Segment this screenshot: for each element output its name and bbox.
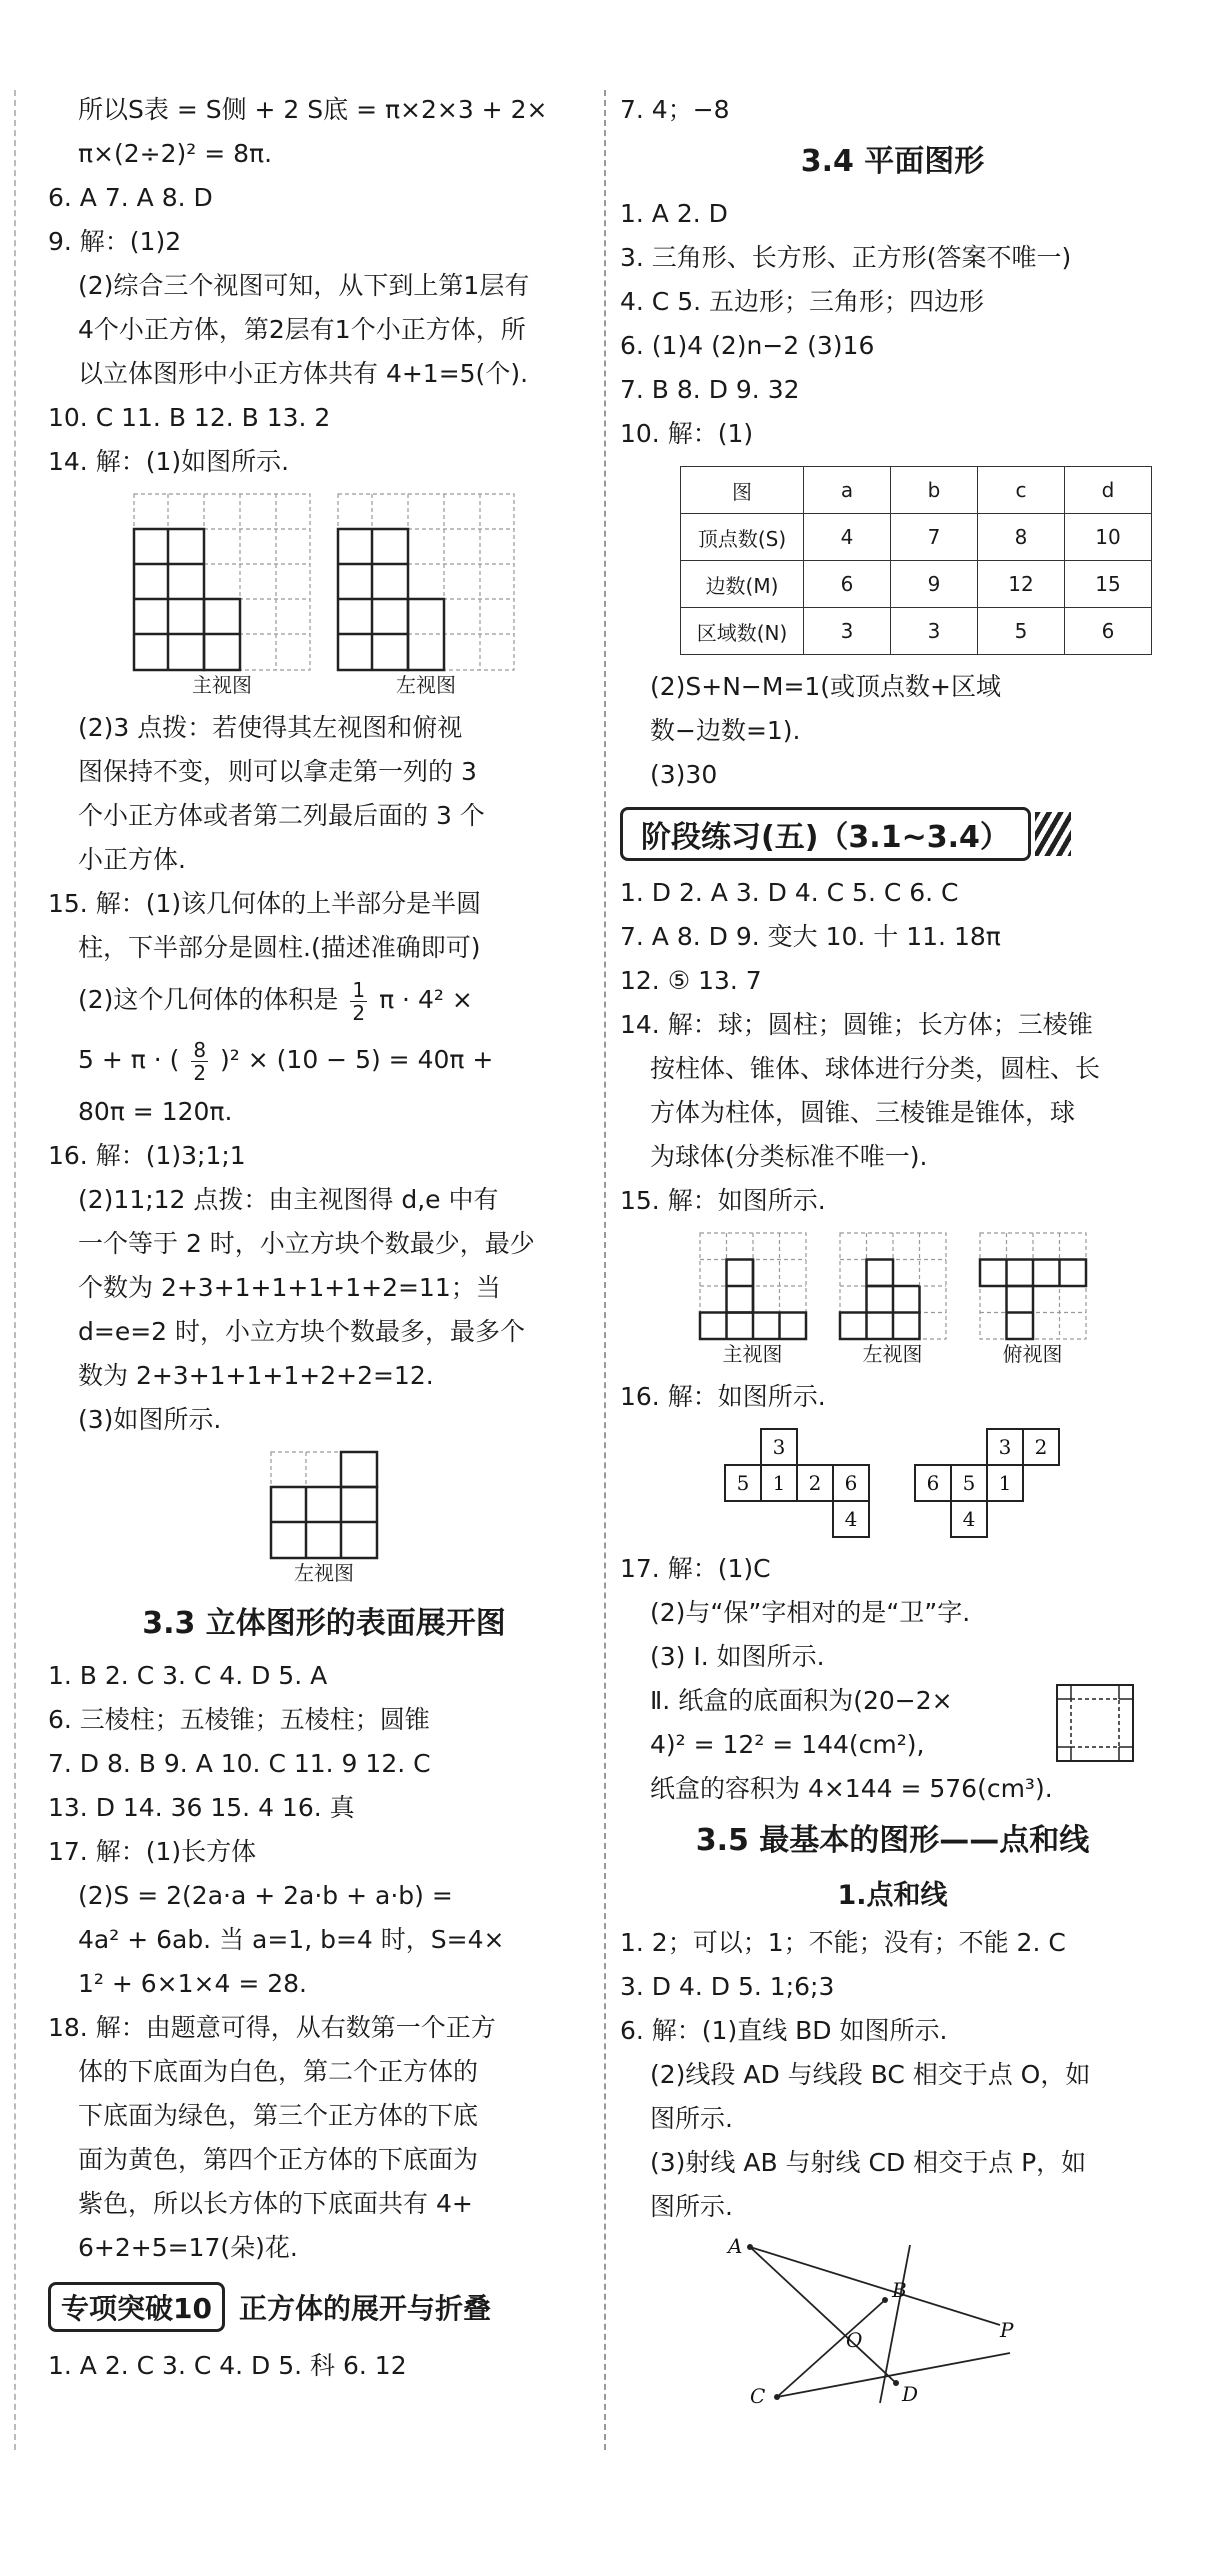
text-line bbox=[48, 1030, 600, 1090]
text-line: 图保持不变，则可以拿走第一列的 3 bbox=[78, 757, 477, 786]
net-cell-label: 3 bbox=[772, 1435, 785, 1459]
net-cell-label: 4 bbox=[844, 1507, 857, 1531]
table-cell: 10 bbox=[1065, 514, 1152, 561]
figure-caption: 主视图 bbox=[192, 673, 252, 697]
ray-cd bbox=[777, 2353, 1010, 2397]
table-cell: 6 bbox=[804, 561, 891, 608]
net-cell-label: 3 bbox=[998, 1435, 1011, 1459]
answer-line: 13. D 14. 36 15. 4 16. 真 bbox=[48, 1793, 355, 1822]
text-span: )² × (10 − 5) = 40π + bbox=[220, 1045, 494, 1074]
text-line: (2)S = 2(2a·a + 2a·b + a·b) = bbox=[78, 1881, 453, 1910]
text-line: 纸盒的容积为 4×144 = 576(cm³). bbox=[650, 1774, 1053, 1803]
table-cell: d bbox=[1065, 467, 1152, 514]
section-heading: 3.4 平面图形 bbox=[800, 144, 985, 179]
answer-line: 17. 解：(1)C bbox=[620, 1554, 771, 1583]
net-cell-label: 2 bbox=[808, 1471, 821, 1495]
text-line: 面为黄色，第四个正方体的下底面为 bbox=[78, 2145, 479, 2174]
answer-line: 3. 三角形、长方形、正方形(答案不唯一) bbox=[620, 243, 1072, 272]
answer-line: 14. 解：球；圆柱；圆锥；长方体；三棱锥 bbox=[620, 1010, 1093, 1039]
table-cell: 3 bbox=[891, 608, 978, 655]
text-line: 图所示. bbox=[650, 2104, 733, 2133]
table-cell: 4 bbox=[804, 514, 891, 561]
text-line: 个小正方体或者第二列最后面的 3 个 bbox=[78, 801, 485, 830]
answer-line: 12. ⑤ 13. 7 bbox=[620, 966, 762, 995]
net-cell-label: 2 bbox=[1034, 1435, 1047, 1459]
text-line: (3) Ⅰ. 如图所示. bbox=[650, 1642, 825, 1671]
text-line: (2)S+N−M=1(或顶点数+区域 bbox=[650, 672, 1002, 701]
answer-line: 1. A 2. C 3. C 4. D 5. 科 6. 12 bbox=[48, 2351, 407, 2380]
answer-line: 15. 解：(1)该几何体的上半部分是半圆 bbox=[48, 889, 482, 918]
net-cell-label: 6 bbox=[926, 1471, 939, 1495]
text-line: 以立体图形中小正方体共有 4+1=5(个). bbox=[78, 359, 529, 388]
net-cell-label: 1 bbox=[998, 1471, 1011, 1495]
answer-line: 10. C 11. B 12. B 13. 2 bbox=[48, 403, 331, 432]
answer-line: 10. 解：(1) bbox=[620, 419, 754, 448]
text-line: 所以S表 = S侧 + 2 S底 = π×2×3 + 2× bbox=[78, 95, 548, 124]
table-cell: 3 bbox=[804, 608, 891, 655]
text-line: d=e=2 时，小立方块个数最多，最多个 bbox=[78, 1317, 525, 1346]
answer-line: 7. D 8. B 9. A 10. C 11. 9 12. C bbox=[48, 1749, 431, 1778]
answer-line: 3. D 4. D 5. 1;6;3 bbox=[620, 1972, 835, 2001]
section-heading: 3.5 最基本的图形——点和线 bbox=[695, 1823, 1090, 1858]
numerator: 8 bbox=[193, 1037, 207, 1062]
text-line: 个数为 2+3+1+1+1+1+2=11；当 bbox=[78, 1273, 501, 1302]
net-cell-label: 5 bbox=[962, 1471, 975, 1495]
text-span: π · 4² × bbox=[379, 985, 473, 1014]
table-cell: 15 bbox=[1065, 561, 1152, 608]
text-line: (3)如图所示. bbox=[78, 1405, 222, 1434]
answer-line: 16. 解：如图所示. bbox=[620, 1382, 826, 1411]
table-cell: 12 bbox=[978, 561, 1065, 608]
answer-line: 7. 4；−8 bbox=[620, 95, 730, 124]
text-span: (2)这个几何体的体积是 bbox=[78, 985, 339, 1014]
side-view-grid bbox=[838, 1231, 948, 1341]
table-cell: b bbox=[891, 467, 978, 514]
text-line: 4个小正方体，第2层有1个小正方体，所 bbox=[78, 315, 526, 344]
right-column bbox=[620, 88, 1165, 2405]
text-line: (2)3 点拨：若使得其左视图和俯视 bbox=[78, 713, 463, 742]
table-cell: 区域数(N) bbox=[681, 608, 804, 655]
answer-line: 7. A 8. D 9. 变大 10. 十 11. 18π bbox=[620, 922, 1001, 951]
figure-15 bbox=[620, 1231, 1165, 1367]
geometry-figure bbox=[720, 2235, 1060, 2405]
text-line: (3)30 bbox=[650, 760, 718, 789]
table-header-row bbox=[681, 467, 1152, 514]
segment-ad bbox=[750, 2247, 896, 2383]
segment-cb bbox=[777, 2300, 885, 2397]
text-line: 6+2+5=17(朵)花. bbox=[78, 2233, 298, 2262]
answer-line: 6. 三棱柱；五棱锥；五棱柱；圆锥 bbox=[48, 1705, 430, 1734]
point-label: O bbox=[846, 2328, 863, 2352]
figure-caption: 主视图 bbox=[722, 1342, 783, 1366]
text-line: 4a² + 6ab. 当 a=1, b=4 时，S=4× bbox=[78, 1925, 505, 1954]
table-cell: 7 bbox=[891, 514, 978, 561]
front-view-grid bbox=[132, 492, 312, 672]
table-row bbox=[681, 561, 1152, 608]
fraction bbox=[191, 1039, 208, 1084]
banner-title: 正方体的展开与折叠 bbox=[238, 2292, 491, 2325]
answer-line: 6. 解：(1)直线 BD 如图所示. bbox=[620, 2016, 948, 2045]
table-cell: 图 bbox=[681, 467, 804, 514]
figure-caption: 左视图 bbox=[862, 1342, 923, 1366]
banner-stripe-decoration bbox=[1035, 812, 1071, 856]
text-line: (2)11;12 点拨：由主视图得 d,e 中有 bbox=[78, 1185, 499, 1214]
answer-line: 15. 解：如图所示. bbox=[620, 1186, 826, 1215]
table-cell: 顶点数(S) bbox=[681, 514, 804, 561]
special-topic-banner bbox=[48, 2282, 600, 2332]
text-line: 小正方体. bbox=[78, 845, 186, 874]
text-line: 数−边数=1). bbox=[650, 716, 801, 745]
cube-net-2 bbox=[913, 1427, 1063, 1539]
text-line: 图所示. bbox=[650, 2192, 733, 2221]
subsection-heading: 1.点和线 bbox=[837, 1880, 948, 1911]
text-line: 80π = 120π. bbox=[78, 1097, 233, 1126]
column-divider bbox=[604, 90, 606, 2450]
point-label: B bbox=[892, 2278, 907, 2302]
text-line: 方体为柱体，圆锥、三棱锥是锥体，球 bbox=[650, 1098, 1076, 1127]
front-view-grid bbox=[698, 1231, 808, 1341]
text-line: 紫色，所以长方体的下底面共有 4+ bbox=[78, 2189, 473, 2218]
ray-ab bbox=[750, 2247, 1000, 2325]
answer-line: 18. 解：由题意可得，从右数第一个正方 bbox=[48, 2013, 496, 2042]
answer-line: 17. 解：(1)长方体 bbox=[48, 1837, 257, 1866]
answer-line: 1. A 2. D bbox=[620, 199, 728, 228]
fraction bbox=[350, 979, 367, 1024]
figure-caption: 左视图 bbox=[294, 1561, 354, 1585]
text-line: 为球体(分类标准不唯一). bbox=[650, 1142, 928, 1171]
text-line: (2)与“保”字相对的是“卫”字. bbox=[650, 1598, 971, 1627]
answer-line: 9. 解：(1)2 bbox=[48, 227, 182, 256]
text-line: Ⅱ. 纸盒的底面积为(20−2× bbox=[650, 1686, 953, 1715]
text-line: (2)综合三个视图可知，从下到上第1层有 bbox=[78, 271, 530, 300]
answer-line: 7. B 8. D 9. 32 bbox=[620, 375, 800, 404]
figure-caption: 俯视图 bbox=[1002, 1342, 1063, 1366]
cube-net-1 bbox=[723, 1427, 873, 1539]
left-column bbox=[48, 88, 600, 2388]
text-line: 下底面为绿色，第三个正方体的下底 bbox=[78, 2101, 479, 2130]
point-label: C bbox=[750, 2384, 766, 2405]
answer-line: 6. A 7. A 8. D bbox=[48, 183, 213, 212]
left-margin-line bbox=[14, 90, 16, 2450]
table-cell: 5 bbox=[978, 608, 1065, 655]
figure-caption: 左视图 bbox=[396, 673, 456, 697]
text-line: 4)² = 12² = 144(cm²), bbox=[650, 1730, 925, 1759]
stage-practice-banner bbox=[620, 807, 1165, 861]
box-net-icon bbox=[1055, 1683, 1135, 1763]
figure-16 bbox=[48, 1450, 600, 1586]
side-view-grid bbox=[269, 1450, 379, 1560]
answer-line: 4. C 5. 五边形；三角形；四边形 bbox=[620, 287, 985, 316]
text-line: 数为 2+3+1+1+1+2+2=12. bbox=[78, 1361, 434, 1390]
banner-label: 专项突破10 bbox=[48, 2282, 225, 2332]
vertex-table bbox=[680, 466, 1152, 655]
text-line: 体的下底面为白色，第二个正方体的 bbox=[78, 2057, 479, 2086]
text-line: 按柱体、锥体、球体进行分类，圆柱、长 bbox=[650, 1054, 1101, 1083]
answer-line: 1. B 2. C 3. C 4. D 5. A bbox=[48, 1661, 328, 1690]
figure-16-nets bbox=[620, 1427, 1165, 1539]
top-view-grid bbox=[978, 1231, 1088, 1341]
table-cell: 8 bbox=[978, 514, 1065, 561]
numerator: 1 bbox=[352, 977, 366, 1002]
table-cell: a bbox=[804, 467, 891, 514]
denominator: 2 bbox=[352, 1000, 366, 1025]
table-cell: 6 bbox=[1065, 608, 1152, 655]
net-cell-label: 1 bbox=[772, 1471, 785, 1495]
text-line: 一个等于 2 时，小立方块个数最少，最少 bbox=[78, 1229, 535, 1258]
answer-line: 1. 2；可以；1；不能；没有；不能 2. C bbox=[620, 1928, 1066, 1957]
point-label: A bbox=[728, 2235, 743, 2258]
text-line: π×(2÷2)² = 8π. bbox=[78, 139, 273, 168]
figure-14 bbox=[48, 492, 600, 698]
banner-title: 阶段练习(五)（3.1~3.4） bbox=[620, 807, 1031, 861]
denominator: 2 bbox=[193, 1060, 207, 1085]
point-label: P bbox=[1000, 2318, 1014, 2342]
text-line: (3)射线 AB 与射线 CD 相交于点 P，如 bbox=[650, 2148, 1087, 2177]
text-line bbox=[48, 970, 600, 1030]
net-cell-label: 4 bbox=[962, 1507, 975, 1531]
answer-line: 14. 解：(1)如图所示. bbox=[48, 447, 290, 476]
answer-line: 16. 解：(1)3;1;1 bbox=[48, 1141, 246, 1170]
section-heading: 3.3 立体图形的表面展开图 bbox=[142, 1606, 506, 1641]
table-row bbox=[681, 514, 1152, 561]
text-line: (2)线段 AD 与线段 BC 相交于点 O，如 bbox=[650, 2060, 1091, 2089]
text-span: 5 + π · ( bbox=[78, 1045, 180, 1074]
table-cell: 边数(M) bbox=[681, 561, 804, 608]
table-cell: 9 bbox=[891, 561, 978, 608]
table-row bbox=[681, 608, 1152, 655]
net-cell-label: 5 bbox=[736, 1471, 749, 1495]
answer-line: 1. D 2. A 3. D 4. C 5. C 6. C bbox=[620, 878, 959, 907]
line-bd bbox=[880, 2245, 910, 2403]
side-view-grid bbox=[336, 492, 516, 672]
box-calc-block bbox=[620, 1679, 1165, 1767]
net-cell-label: 6 bbox=[844, 1471, 857, 1495]
text-line: 柱，下半部分是圆柱.(描述准确即可) bbox=[78, 933, 481, 962]
table-cell: c bbox=[978, 467, 1065, 514]
text-line: 1² + 6×1×4 = 28. bbox=[78, 1969, 307, 1998]
answer-line: 6. (1)4 (2)n−2 (3)16 bbox=[620, 331, 875, 360]
point-label: D bbox=[902, 2382, 919, 2405]
